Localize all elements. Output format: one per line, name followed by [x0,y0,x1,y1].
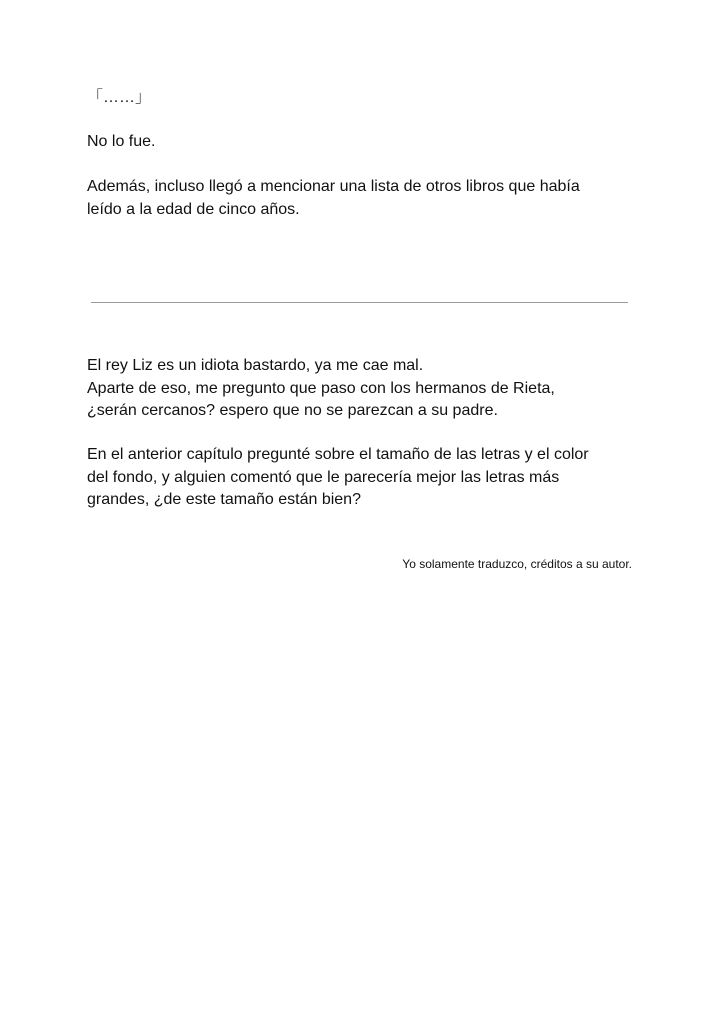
translator-credit: Yo solamente traduzco, créditos a su autor. [402,557,632,571]
note-2-line-3: grandes, ¿de este tamaño están bien? [87,491,361,508]
books-line-2: leído a la edad de cinco años. [87,200,300,218]
opening-quote [87,87,647,110]
books-line-1: Además, incluso llegó a mencionar una lista de otros libros que había [87,178,580,195]
section-divider [91,302,628,303]
note-1-line-2: Aparte de eso, me pregunto que paso con los hermanos de Rieta, [87,379,555,397]
opening-quote-line: 「……」 [87,89,152,106]
translator-note-paragraph-2 [87,444,647,512]
books-paragraph [87,176,647,221]
denial-line: No lo fue. [87,133,156,150]
note-2-line-2: del fondo, y alguien comentó que le parecería mejor las letras más [87,468,560,486]
note-1-line-3: ¿serán cercanos? espero que no se parezcan a su padre. [87,402,498,419]
note-1-line-1: El rey Liz es un idiota bastardo, ya me cae mal. [87,357,424,374]
translator-note-paragraph-1 [87,355,647,423]
note-2-line-1: En el anterior capítulo pregunté sobre el tamaño de las letras y el color [87,446,589,463]
denial-paragraph [87,131,647,154]
